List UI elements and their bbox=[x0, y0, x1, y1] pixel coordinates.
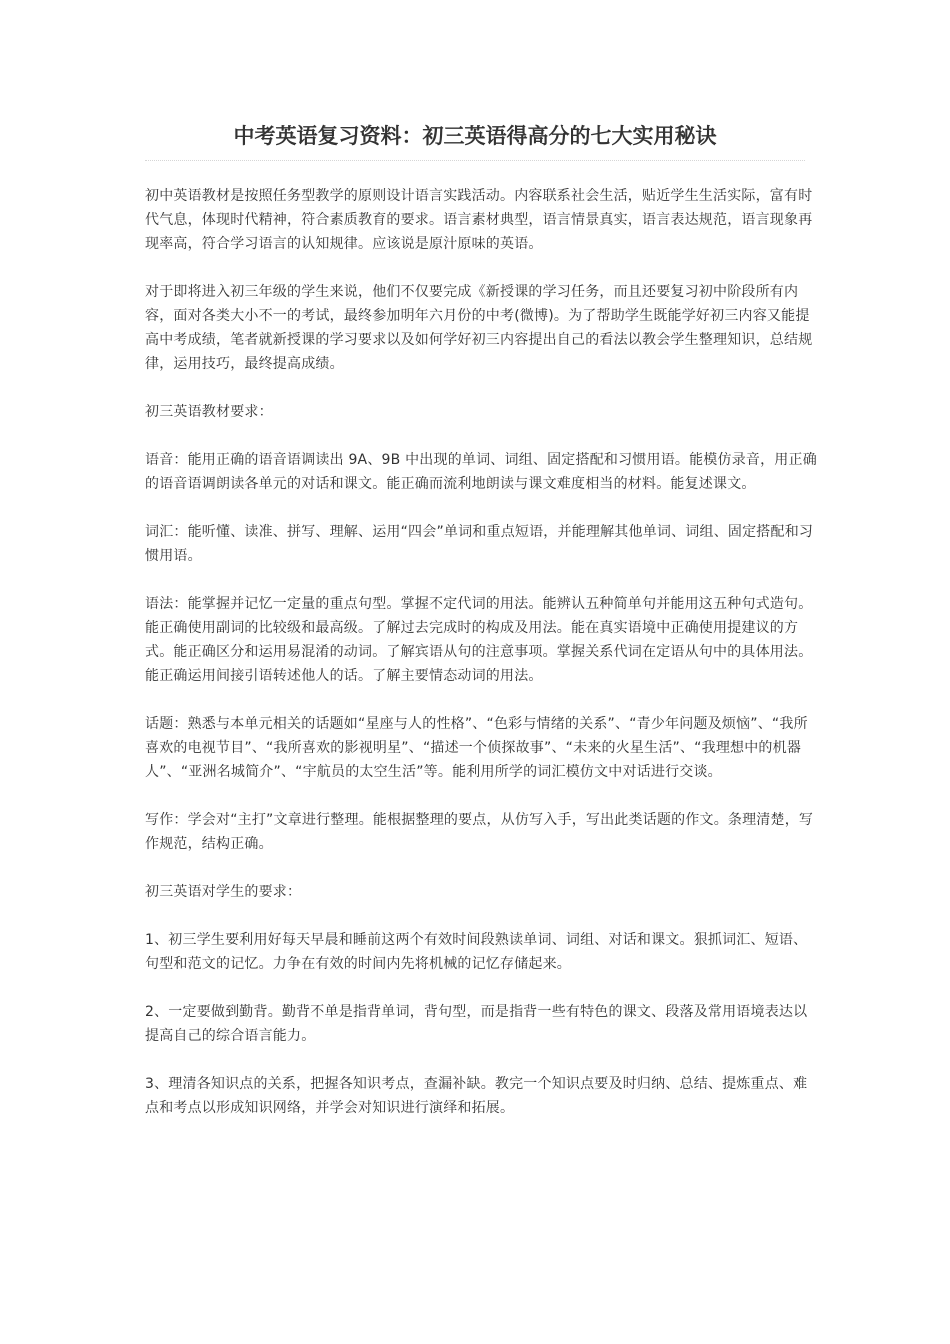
paragraph-pronunciation: 语音：能用正确的语音语调读出 9A、9B 中出现的单词、词组、固定搭配和习惯用语。能模仿录音，用正确的语音语调朗读各单元的对话和课文。能正确而流利地朗读与课文难度相当的材料。能复述课文。 bbox=[145, 452, 817, 492]
paragraph-topics: 话题：熟悉与本单元相关的话题如“星座与人的性格”、“色彩与情绪的关系”、“青少年问题及烦恼”、“我所喜欢的电视节目”、“我所喜欢的影视明星”、“描述一个侦探故事”、“未来的火星生活”、“我理想中的机器人”、“亚洲名城简介”、“宇航员的太空生活”等。能利用所学的词汇模仿文中对话进行交谈。 bbox=[145, 716, 808, 780]
paragraph-vocabulary: 词汇：能听懂、读准、拼写、理解、运用“四会”单词和重点短语，并能理解其他单词、词组、固定搭配和习惯用语。 bbox=[145, 524, 814, 564]
list-item-3: 3、理清各知识点的关系，把握各知识考点，查漏补缺。教完一个知识点要及时归纳、总结、提炼重点、难点和考点以形成知识网络，并学会对知识进行演绎和拓展。 bbox=[145, 1076, 808, 1116]
paragraph-grammar: 语法：能掌握并记忆一定量的重点句型。掌握不定代词的用法。能辨认五种简单句并能用这五种句式造句。能正确使用副词的比较级和最高级。了解过去完成时的构成及用法。能在真实语境中正确使用提建议的方式。能正确区分和运用易混淆的动词。了解宾语从句的注意事项。掌握关系代词在定语从句中的具体用法。能正确运用间接引语转述他人的话。了解主要情态动词的用法。 bbox=[145, 596, 813, 684]
document-body bbox=[145, 184, 820, 1144]
paragraph-intro: 初中英语教材是按照任务型教学的原则设计语言实践活动。内容联系社会生活，贴近学生生活实际，富有时代气息，体现时代精神，符合素质教育的要求。语言素材典型，语言情景真实，语言表达规范，语言现象再现率高，符合学习语言的认知规律。应该说是原汁原味的英语。 bbox=[145, 188, 813, 252]
heading-textbook-requirements: 初三英语教材要求： bbox=[145, 404, 273, 420]
title-divider bbox=[145, 160, 805, 161]
paragraph-grade-nine-students: 对于即将进入初三年级的学生来说，他们不仅要完成《新授课的学习任务，而且还要复习初中阶段所有内容，面对各类大小不一的考试，最终参加明年六月份的中考(微博)。为了帮助学生既能学好初三内容又能提高中考成绩，笔者就新授课的学习要求以及如何学好初三内容提出自己的看法以教会学生整理知识，总结规律，运用技巧，最终提高成绩。 bbox=[145, 284, 813, 372]
paragraph-writing: 写作：学会对“主打”文章进行整理。能根据整理的要点，从仿写入手，写出此类话题的作文。条理清楚，写作规范，结构正确。 bbox=[145, 812, 814, 852]
list-item-1: 1、初三学生要利用好每天早晨和睡前这两个有效时间段熟读单词、词组、对话和课文。狠抓词汇、短语、句型和范文的记忆。力争在有效的时间内先将机械的记忆存储起来。 bbox=[145, 932, 808, 972]
list-item-2: 2、一定要做到勤背。勤背不单是指背单词，背句型，而是指背一些有特色的课文、段落及常用语境表达以提高自己的综合语言能力。 bbox=[145, 1004, 808, 1044]
document-title: 中考英语复习资料：初三英语得高分的七大实用秘诀 bbox=[233, 124, 717, 148]
heading-student-requirements: 初三英语对学生的要求： bbox=[145, 884, 302, 900]
